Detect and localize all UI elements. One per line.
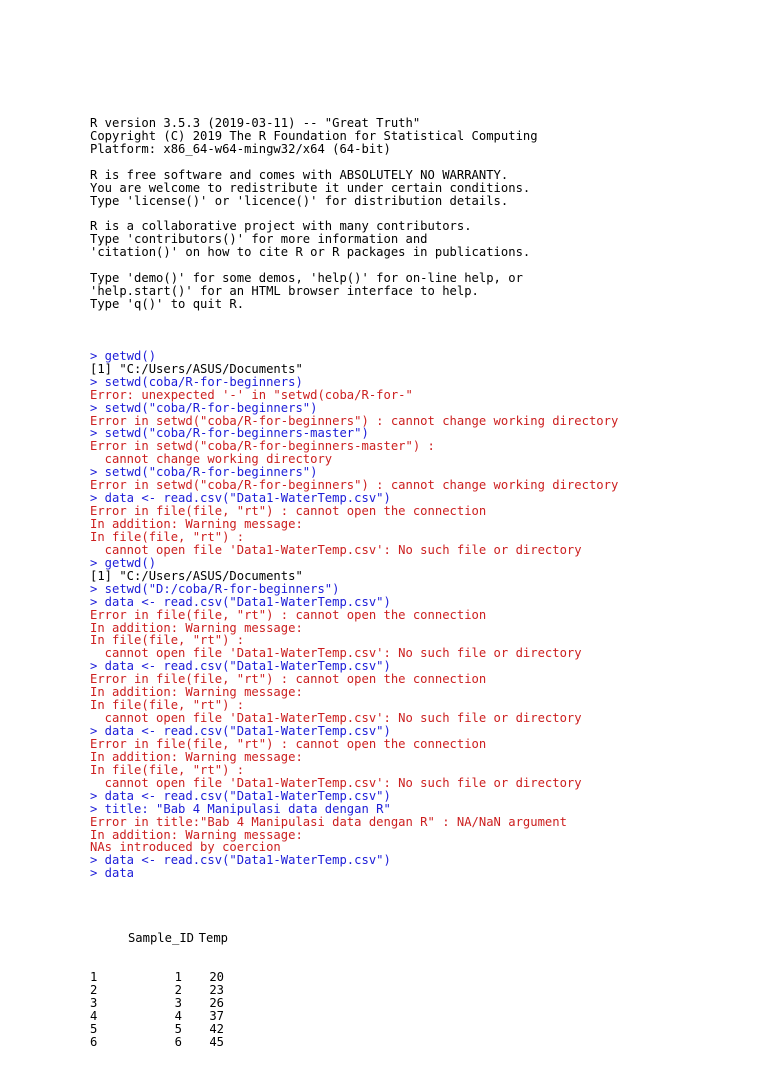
startup-line: Platform: x86_64-w64-mingw32/x64 (64-bit) <box>90 141 391 156</box>
command-line: > data <- read.csv("Data1-WaterTemp.csv") <box>90 491 391 506</box>
table-row <box>90 1023 760 1036</box>
error-line: In addition: Warning message: <box>90 620 303 635</box>
startup-line: R version 3.5.3 (2019-03-11) -- "Great Truth" <box>90 115 421 130</box>
command-line: > setwd("coba/R-for-beginners-master") <box>90 426 369 441</box>
data-frame-output <box>90 906 760 1074</box>
error-line: Error in setwd("coba/R-for-beginners-master") : <box>90 439 435 454</box>
error-line: In addition: Warning message: <box>90 749 303 764</box>
table-row <box>90 997 760 1010</box>
error-line: Error in setwd("coba/R-for-beginners") : cannot change working directory <box>90 413 619 428</box>
error-line: In file(file, "rt") : <box>90 529 245 544</box>
table-row <box>90 971 760 984</box>
error-line: cannot change working directory <box>90 452 333 467</box>
sample-id-cell: 1 <box>174 969 182 984</box>
table-row <box>90 1010 760 1023</box>
error-line: cannot open file 'Data1-WaterTemp.csv': No such file or directory <box>90 775 582 790</box>
row-index-header <box>90 932 112 945</box>
command-line: > setwd(coba/R-for-beginners) <box>90 374 303 389</box>
sample-id-cell: 6 <box>174 1034 182 1049</box>
temp-cell: 26 <box>209 995 224 1010</box>
temp-cell: 37 <box>209 1008 224 1023</box>
temp-cell: 23 <box>209 982 224 997</box>
error-line: cannot open file 'Data1-WaterTemp.csv': No such file or directory <box>90 646 582 661</box>
error-line: Error in file(file, "rt") : cannot open the connection <box>90 736 487 751</box>
row-index: 4 <box>90 1008 98 1023</box>
command-line: > getwd() <box>90 348 157 363</box>
error-line: Error in file(file, "rt") : cannot open the connection <box>90 504 487 519</box>
output-line: [1] "C:/Users/ASUS/Documents" <box>90 568 303 583</box>
startup-line: 'citation()' on how to cite R or R packages in publications. <box>90 245 531 260</box>
startup-line: Type 'demo()' for some demos, 'help()' for on-line help, or <box>90 271 523 286</box>
temp-cell: 45 <box>209 1034 224 1049</box>
command-line: > data <box>90 866 135 881</box>
command-line: > setwd("coba/R-for-beginners") <box>90 400 318 415</box>
row-index: 2 <box>90 982 98 997</box>
error-line: cannot open file 'Data1-WaterTemp.csv': No such file or directory <box>90 542 582 557</box>
startup-line: R is free software and comes with ABSOLUTELY NO WARRANTY. <box>90 167 509 182</box>
console-output[interactable] <box>90 91 760 1087</box>
session-log <box>90 350 760 880</box>
startup-line: R is a collaborative project with many contributors. <box>90 219 472 234</box>
table-row <box>90 984 760 997</box>
row-index: 1 <box>90 969 98 984</box>
command-line: > setwd("coba/R-for-beginners") <box>90 465 318 480</box>
startup-line: You are welcome to redistribute it under certain conditions. <box>90 180 531 195</box>
startup-line: Type 'q()' to quit R. <box>90 297 245 312</box>
error-line: In file(file, "rt") : <box>90 633 245 648</box>
error-line: Error in file(file, "rt") : cannot open the connection <box>90 672 487 687</box>
command-line: > data <- read.csv("Data1-WaterTemp.csv") <box>90 724 391 738</box>
command-line: > setwd("D:/coba/R-for-beginners") <box>90 581 340 596</box>
temp-cell: 42 <box>209 1021 224 1036</box>
row-index: 6 <box>90 1034 98 1049</box>
command-line: > data <- read.csv("Data1-WaterTemp.csv") <box>90 853 391 868</box>
sample-id-cell: 4 <box>174 1008 182 1023</box>
sample-id-cell: 5 <box>174 1021 182 1036</box>
command-line: > data <- read.csv("Data1-WaterTemp.csv") <box>90 659 391 674</box>
command-line: > getwd() <box>90 555 157 570</box>
column-header-temp: Temp <box>198 931 228 946</box>
startup-line: Copyright (C) 2019 The R Foundation for Statistical Computing <box>90 128 538 143</box>
error-line: Error: unexpected '-' in "setwd(coba/R-for-" <box>90 387 413 402</box>
error-line: In addition: Warning message: <box>90 827 303 842</box>
blank-line <box>90 156 760 169</box>
sample-id-cell: 2 <box>174 982 182 997</box>
startup-line: 'help.start()' for an HTML browser interface to help. <box>90 284 479 299</box>
error-line: Error in title:"Bab 4 Manipulasi data dengan R" : NA/NaN argument <box>90 814 567 829</box>
row-index: 3 <box>90 995 98 1010</box>
temp-cell: 20 <box>209 969 224 984</box>
error-line: In file(file, "rt") : <box>90 762 245 777</box>
blank-line <box>90 311 760 324</box>
table-header-row <box>90 932 760 945</box>
output-line: [1] "C:/Users/ASUS/Documents" <box>90 361 303 376</box>
error-line: In addition: Warning message: <box>90 685 303 700</box>
startup-line: Type 'contributors()' for more information and <box>90 232 428 247</box>
error-line: Error in file(file, "rt") : cannot open the connection <box>90 607 487 622</box>
row-index: 5 <box>90 1021 98 1036</box>
error-line: NAs introduced by coercion <box>90 840 281 855</box>
command-line: > title: "Bab 4 Manipulasi data dengan R" <box>90 801 391 816</box>
sample-id-cell: 3 <box>174 995 182 1010</box>
command-line: > data <- read.csv("Data1-WaterTemp.csv") <box>90 594 391 609</box>
error-line: In addition: Warning message: <box>90 517 303 531</box>
startup-banner <box>90 117 760 324</box>
error-line: Error in setwd("coba/R-for-beginners") : cannot change working directory <box>90 478 619 493</box>
command-line: > data <- read.csv("Data1-WaterTemp.csv") <box>90 788 391 803</box>
error-line: cannot open file 'Data1-WaterTemp.csv': No such file or directory <box>90 711 582 726</box>
column-header-sample-id: Sample_ID <box>127 931 194 946</box>
error-line: In file(file, "rt") : <box>90 698 245 713</box>
table-row <box>90 1036 760 1049</box>
startup-line: Type 'license()' or 'licence()' for distribution details. <box>90 193 509 208</box>
